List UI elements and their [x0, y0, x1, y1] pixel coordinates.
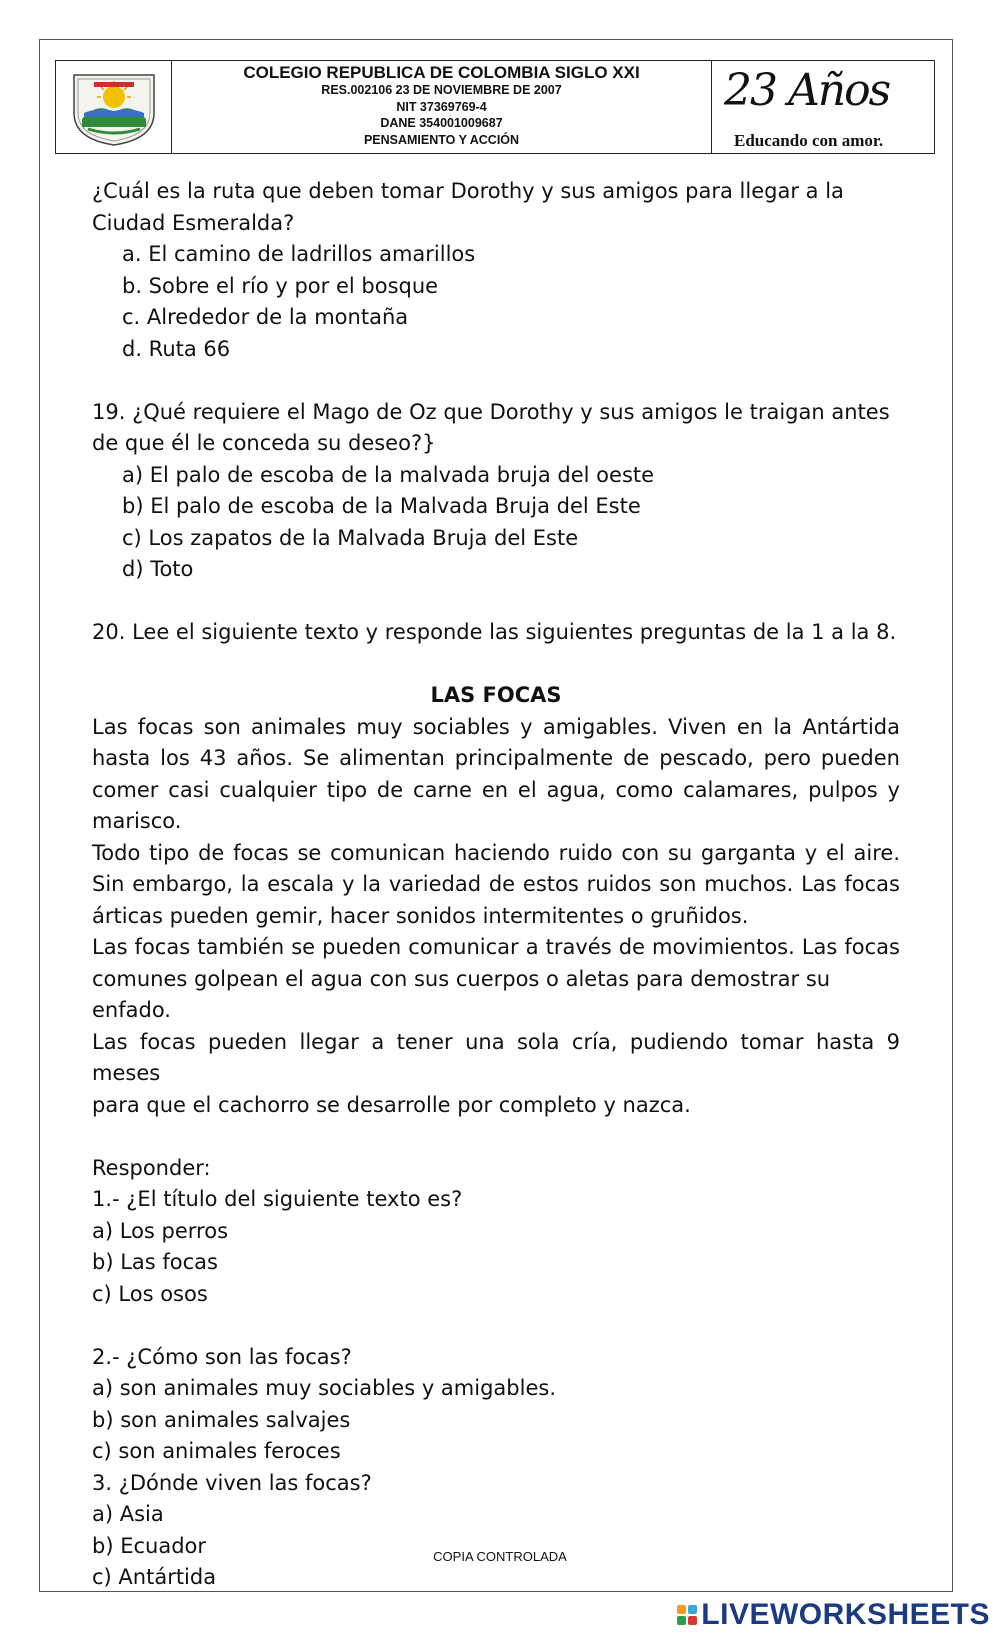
q2-option-c: c) son animales feroces: [92, 1439, 341, 1463]
q19-option-d: d) Toto: [122, 557, 194, 581]
reading-line: Las focas también se pueden comunicar a través de movimientos. Las focas: [92, 935, 900, 959]
q1-option-c: c) Los osos: [92, 1281, 208, 1306]
reading-line: Todo tipo de focas se comunican haciendo ruido con su garganta y el aire.: [92, 840, 900, 865]
reading-line: hasta los 43 años. Se alimentan principalmente de pescado, pero pueden: [92, 746, 900, 770]
slogan-line: PENSAMIENTO Y ACCIÓN: [363, 132, 520, 147]
q20-instruction: 20. Lee el siguiente texto y responde las siguientes preguntas de la 1 a la 8.: [92, 620, 897, 644]
reading-line: Sin embargo, la escala y la variedad de estos ruidos son muchos. Las focas: [92, 872, 900, 896]
reading-line: comunes golpean el agua con sus cuerpos o aletas para demostrar su enfado.: [92, 966, 831, 1022]
q18-option-a: a. El camino de ladrillos amarillos: [122, 242, 476, 266]
q18-question-line: ¿Cuál es la ruta que deben tomar Dorothy y sus amigos para llegar a la: [92, 179, 844, 203]
document-header: [55, 60, 935, 154]
controlled-copy-label: COPIA CONTROLADA: [433, 1549, 567, 1564]
q3-option-b: b) Ecuador: [92, 1533, 207, 1558]
liveworksheets-logo-icon: [677, 1605, 697, 1625]
resolution-line: RES.002106 23 DE NOVIEMBRE DE 2007: [321, 83, 562, 97]
reading-line: Las focas pueden llegar a tener una sola cría, pudiendo tomar hasta 9 meses: [92, 1029, 900, 1085]
q19-question-line: 19. ¿Qué requiere el Mago de Oz que Dorothy y sus amigos le traigan antes: [92, 399, 890, 424]
q1-option-b: b) Las focas: [92, 1250, 218, 1274]
q3-option-c: c) Antártida: [92, 1565, 217, 1589]
q2-question: 2.- ¿Cómo son las focas?: [92, 1344, 352, 1369]
q18-option-b: b. Sobre el río y por el bosque: [122, 273, 439, 298]
school-motto: Educando con amor.: [734, 131, 884, 150]
anniversary-years: 23 Años: [724, 65, 890, 116]
dane-line: DANE 354001009687: [380, 116, 503, 130]
reading-line: marisco.: [92, 809, 182, 833]
q19-option-a: a) El palo de escoba de la malvada bruja del oeste: [122, 462, 655, 487]
worksheet-content: [92, 176, 900, 1594]
q19-option-c: c) Los zapatos de la Malvada Bruja del Este: [122, 525, 579, 550]
reading-line: árticas pueden gemir, hacer sonidos intermitentes o gruñidos.: [92, 903, 749, 928]
anniversary-box: [712, 61, 934, 153]
q3-option-a: a) Asia: [92, 1502, 164, 1526]
school-crest-icon: [68, 67, 160, 147]
reading-line: comer casi cualquier tipo de carne en el agua, como calamares, pulpos y: [92, 777, 900, 802]
school-name: COLEGIO REPUBLICA DE COLOMBIA SIGLO XXI: [243, 63, 640, 82]
school-logo: [56, 61, 172, 153]
q18-option-c: c. Alrededor de la montaña: [122, 305, 409, 329]
reading-title: LAS FOCAS: [430, 683, 562, 707]
school-info: [172, 61, 712, 153]
q19-option-b: b) El palo de escoba de la Malvada Bruja del Este: [122, 494, 641, 518]
answers-heading: Responder:: [92, 1155, 211, 1180]
q19-question-line: de que él le conceda su deseo?}: [92, 431, 436, 455]
reading-line: para que el cachorro se desarrolle por completo y nazca.: [92, 1092, 691, 1117]
reading-line: Las focas son animales muy sociables y amigables. Viven en la Antártida: [92, 714, 900, 739]
q18-question-line: Ciudad Esmeralda?: [92, 210, 295, 235]
q18-option-d: d. Ruta 66: [122, 336, 231, 361]
nit-line: NIT 37369769-4: [396, 99, 487, 114]
liveworksheets-brand[interactable]: [677, 1598, 990, 1632]
liveworksheets-wordmark: LIVEWORKSHEETS: [701, 1598, 990, 1631]
q1-option-a: a) Los perros: [92, 1218, 229, 1243]
q3-question: 3. ¿Dónde viven las focas?: [92, 1470, 372, 1495]
q2-option-a: a) son animales muy sociables y amigables.: [92, 1376, 556, 1400]
q2-option-b: b) son animales salvajes: [92, 1407, 351, 1432]
q1-question: 1.- ¿El título del siguiente texto es?: [92, 1187, 463, 1211]
